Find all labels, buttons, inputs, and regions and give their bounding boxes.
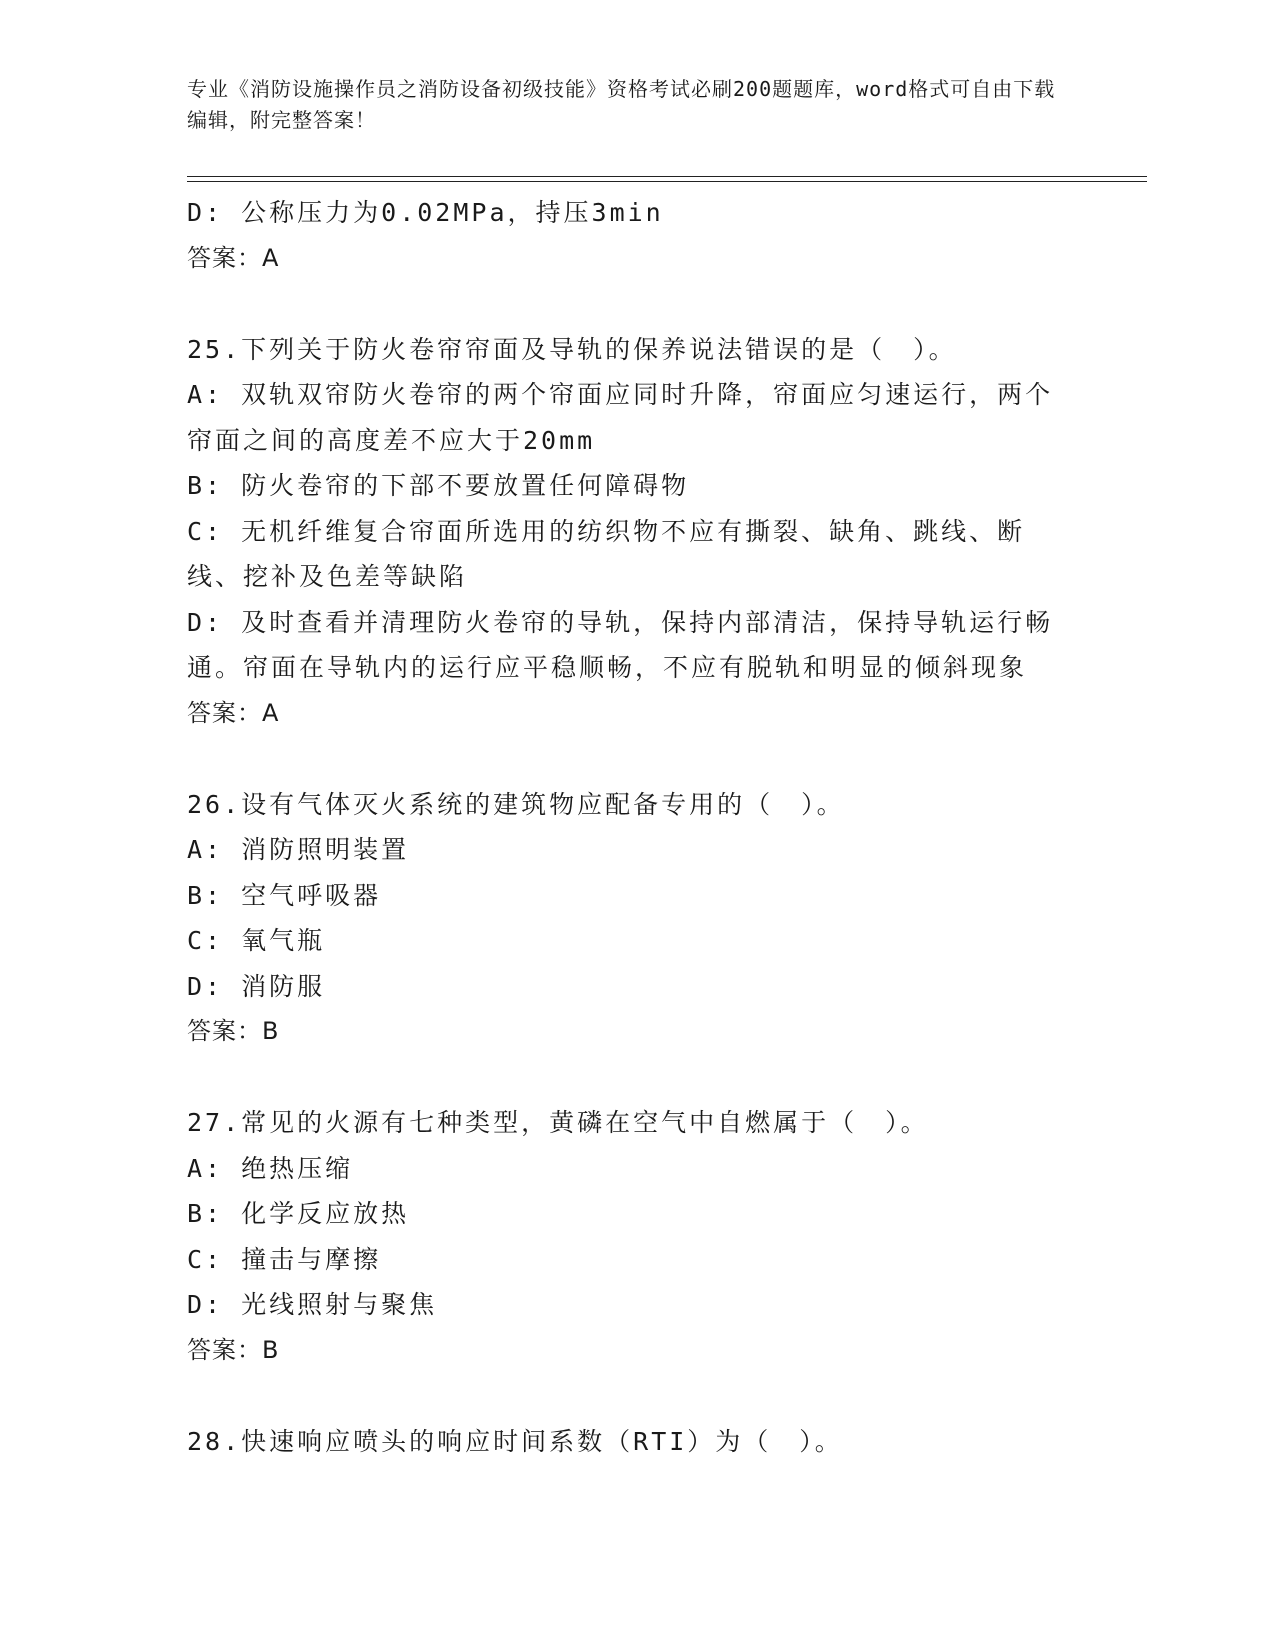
option-b: B: 防火卷帘的下部不要放置任何障碍物 (187, 471, 690, 500)
question-text: 25.下列关于防火卷帘帘面及导轨的保养说法错误的是（ ）。 (187, 334, 957, 364)
document-header: 专业《消防设施操作员之消防设备初级技能》资格考试必刷200题题库，word格式可自由下载编辑，附完整答案！ (187, 77, 1056, 132)
option-b: B: 空气呼吸器 (187, 880, 382, 910)
option-d: D: 光线照射与聚焦 (187, 1290, 438, 1319)
option-d: D: 公称压力为0.02MPa，持压3min (187, 198, 664, 227)
question-block (187, 782, 1077, 1055)
option-b: B: 化学反应放热 (187, 1199, 410, 1228)
question-text: 28.快速响应喷头的响应时间系数（RTI）为（ ）。 (187, 1426, 843, 1456)
answer-line: 答案：B (187, 1335, 280, 1364)
option-a: A: 消防照明装置 (187, 835, 410, 864)
question-block (187, 1419, 1077, 1465)
option-d: D: 及时查看并清理防火卷帘的导轨，保持内部清洁，保持导轨运行畅通。帘面在导轨内的运行应平稳顺畅，不应有脱轨和明显的倾斜现象 (187, 607, 1054, 682)
header-divider-top (187, 176, 1147, 177)
option-c: C: 撞击与摩擦 (187, 1244, 382, 1274)
answer-line: 答案：B (187, 1017, 280, 1045)
option-c: C: 无机纤维复合帘面所选用的纺织物不应有撕裂、缺角、跳线、断线、挖补及色差等缺陷 (187, 516, 1026, 591)
question-list (187, 190, 1077, 1464)
question-text: 26.设有气体灭火系统的建筑物应配备专用的（ ）。 (187, 789, 845, 819)
question-text: 27.常见的火源有七种类型，黄磷在空气中自燃属于（ ）。 (187, 1108, 929, 1137)
question-block (187, 327, 1077, 737)
option-a: A: 绝热压缩 (187, 1153, 354, 1183)
answer-line: 答案：A (187, 698, 280, 727)
question-block (187, 190, 1077, 281)
option-c: C: 氧气瓶 (187, 926, 326, 955)
answer-line: 答案：A (187, 243, 280, 272)
option-d: D: 消防服 (187, 971, 326, 1001)
option-a: A: 双轨双帘防火卷帘的两个帘面应同时升降，帘面应匀速运行，两个帘面之间的高度差不应大于20mm (187, 380, 1054, 455)
question-block (187, 1100, 1077, 1373)
header-divider-bottom (187, 181, 1147, 182)
